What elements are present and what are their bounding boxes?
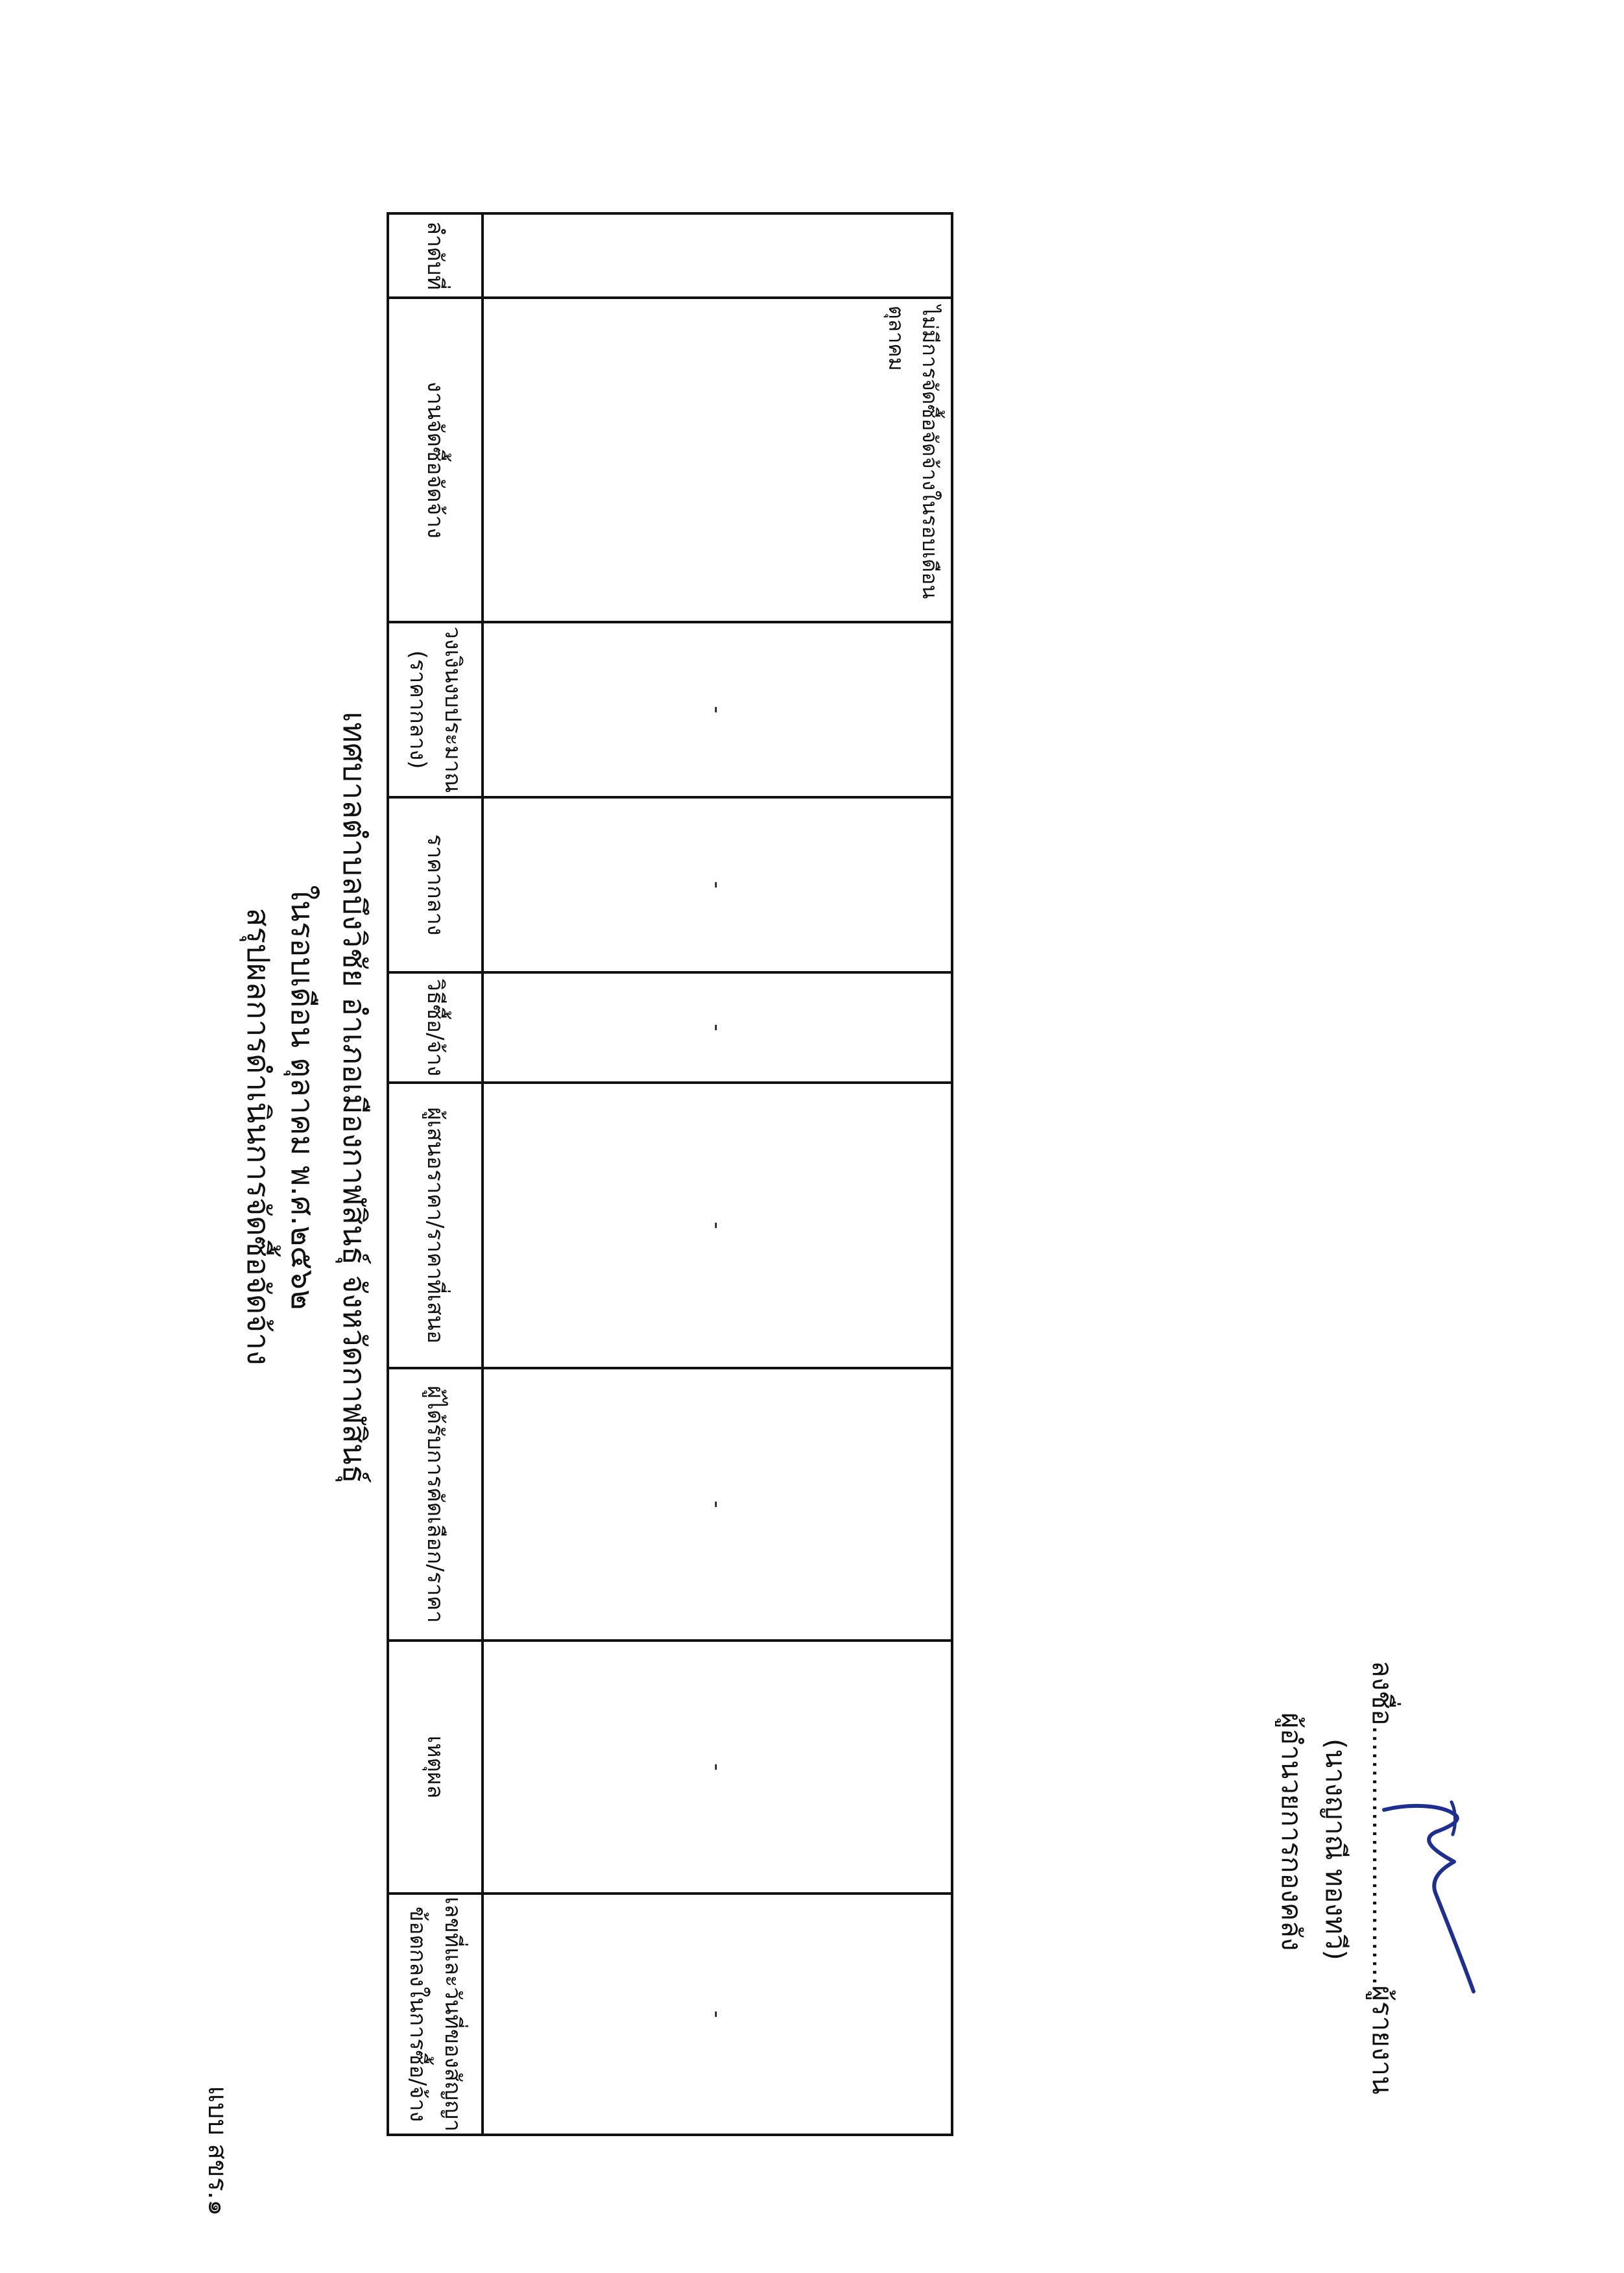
table-header-row xyxy=(388,213,483,2135)
document-title: สรุปผลการดำเนินการจัดซื้อจัดจ้าง xyxy=(240,908,276,1365)
column-header-budget: วงเงินงบประมาณ (ราคากลาง) xyxy=(388,622,483,797)
signer-name: (นางญาณี ทองทวี) xyxy=(1320,1738,1352,1960)
column-header-method: วิธีซื้อ/จ้าง xyxy=(388,972,483,1083)
cell-bidders: - xyxy=(483,1083,952,1368)
table-row xyxy=(483,213,952,2135)
column-header-no: ลำดับที่ xyxy=(388,213,483,298)
cell-method: - xyxy=(483,972,952,1083)
cell-no xyxy=(483,213,952,298)
document-period: ในรอบเดือน ตุลาคม พ.ศ.๒๕๖๒ xyxy=(284,885,320,1310)
cell-budget: - xyxy=(483,622,952,797)
cell-median-price: - xyxy=(483,797,952,972)
column-header-item: งานจัดซื้อจัดจ้าง xyxy=(388,298,483,622)
cell-item: ไม่มีการจัดซื้อจัดจ้างในรอบเดือนตุลาคม xyxy=(483,298,952,622)
document-agency: เทศบาลตำบลบึงวิชัย อำเภอเมืองกาฬสินธุ์ จังหวัดกาฬสินธุ์ xyxy=(336,711,372,1484)
cell-selected: - xyxy=(483,1368,952,1641)
column-header-contract: เลขที่และวันที่ของสัญญาข้อตกลงในการซื้อ/จ้าง xyxy=(388,1894,483,2135)
column-header-reason: เหตุผล xyxy=(388,1641,483,1894)
procurement-summary-table xyxy=(387,212,953,2136)
form-code: แบบ สขร.๑ xyxy=(202,2086,232,2216)
column-header-bidders: ผู้เสนอราคา/ราคาที่เสนอ xyxy=(388,1083,483,1368)
cell-contract: - xyxy=(483,1894,952,2135)
signature-line: ลงชื่อ..............................ผู้รายงาน xyxy=(1367,1661,1398,2095)
column-header-median-price: ราคากลาง xyxy=(388,797,483,972)
signer-position: ผู้อำนวยการกองคลัง xyxy=(1276,1713,1308,1951)
column-header-selected: ผู้ได้รับการคัดเลือก/ราคา xyxy=(388,1368,483,1641)
cell-reason: - xyxy=(483,1641,952,1894)
